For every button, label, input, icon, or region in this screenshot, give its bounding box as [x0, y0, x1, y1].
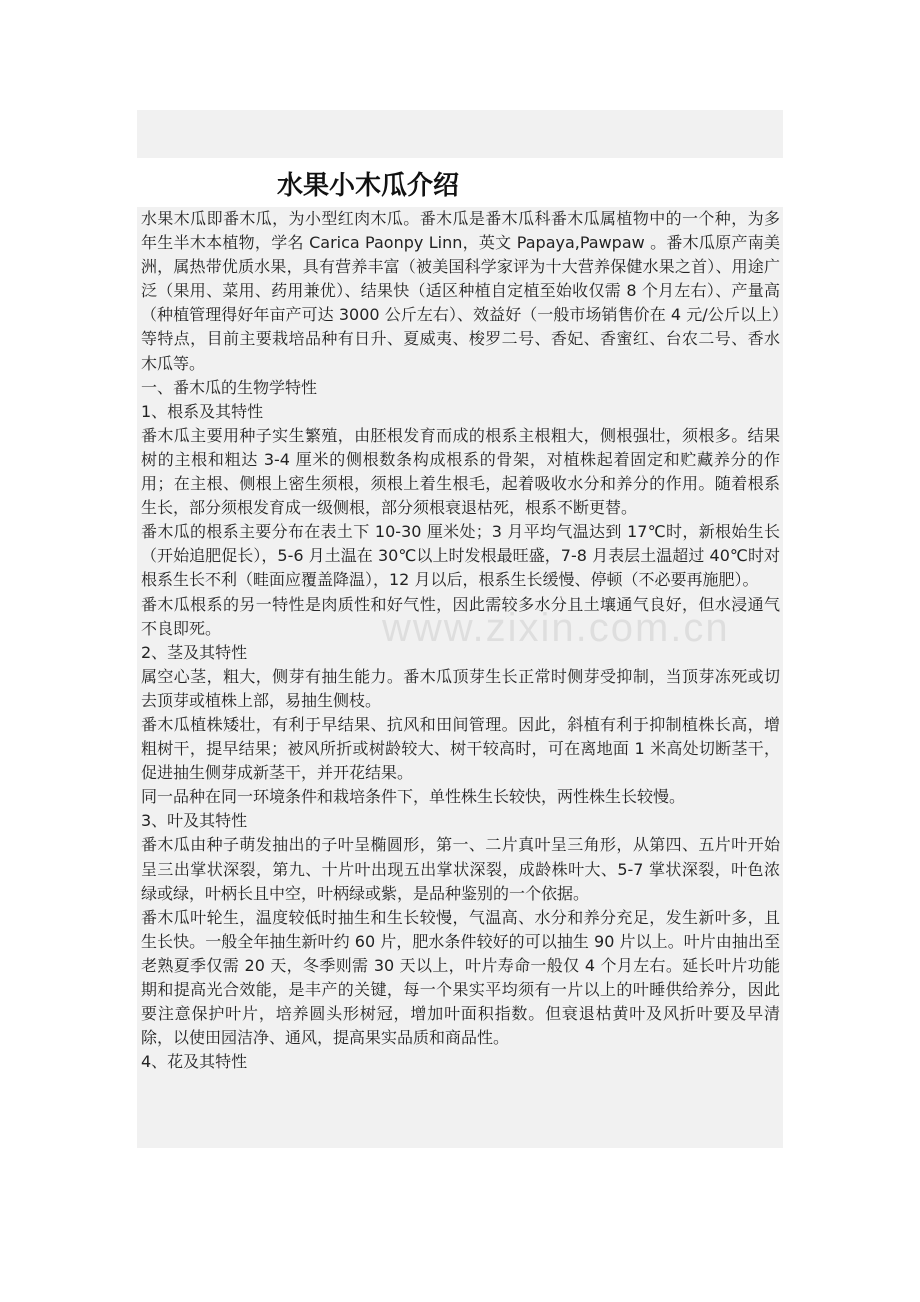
- paragraph: 同一品种在同一环境条件和栽培条件下，单性株生长较快，两性株生长较慢。: [141, 787, 686, 807]
- header-band: [137, 110, 783, 158]
- paragraph: 番木瓜主要用种子实生繁殖，由胚根发育而成的根系主根粗大，侧根强壮，须根多。结果树的主根和粗达 3-4 厘米的侧根数条构成根系的骨架，对植株起着固定和贮藏养分的作用；在主根、侧根上密生须根，须根上着生根毛，起着吸收水分和养分的作用。随着根系生长，部分须根发育成一级侧根，部分须根衰退枯死，根系不断更替。: [141, 425, 780, 518]
- paragraph: 番木瓜根系的另一特性是肉质性和好气性，因此需较多水分且土壤通气良好，但水浸通气不良即死。: [141, 594, 780, 638]
- paragraph: 番木瓜由种子萌发抽出的子叶呈椭圆形，第一、二片真叶呈三角形，从第四、五片叶开始呈三出掌状深裂，第九、十片叶出现五出掌状深裂，成龄株叶大、5-7 掌状深裂，叶色浓绿或绿，叶柄长且中空，叶柄绿或紫，是品种鉴别的一个依据。: [141, 835, 780, 903]
- paragraph: 番木瓜植株矮壮，有利于早结果、抗风和田间管理。因此，斜植有利于抑制植株长高，增粗树干，提早结果；被风所折或树龄较大、树干较高时，可在离地面 1 米高处切断茎干，促进抽生侧芽成新茎干，并开花结果。: [141, 714, 780, 783]
- subsection-heading: 4、花及其特性: [141, 1052, 248, 1072]
- paragraph: 番木瓜叶轮生，温度较低时抽生和生长较慢，气温高、水分和养分充足，发生新叶多，且生长快。一般全年抽生新叶约 60 片，肥水条件较好的可以抽生 90 片以上。叶片由抽出至老熟夏季仅需 20 天，冬季则需 30 天以上，叶片寿命一般仅 4 个月左右。延长叶片功能期和提高光合效能，是丰产的关键，每一个果实平均须有一片以上的叶睡供给养分，因此要注意保护叶片，培养圆头形树冠，增加叶面积指数。但衰退枯黄叶及风折叶要及早清除，以使田园洁净、通风，提高果实品质和商品性。: [141, 907, 780, 1048]
- subsection-heading: 2、茎及其特性: [141, 642, 248, 662]
- paragraph: 属空心茎，粗大，侧芽有抽生能力。番木瓜顶芽生长正常时侧芽受抑制，当顶芽冻死或切去顶芽或植株上部，易抽生侧枝。: [141, 666, 780, 710]
- paragraph: 番木瓜的根系主要分布在表土下 10-30 厘米处；3 月平均气温达到 17℃时，新根始生长（开始追肥促长），5-6 月土温在 30℃以上时发根最旺盛，7-8 月表层土温超过 40℃时对根系生长不利（畦面应覆盖降温），12 月以后，根系生长缓慢、停顿（不必要再施肥）。: [141, 522, 780, 590]
- subsection-heading: 3、叶及其特性: [141, 811, 248, 831]
- document-title: 水果小木瓜介绍: [277, 171, 460, 201]
- paragraph: 水果木瓜即番木瓜，为小型红肉木瓜。番木瓜是番木瓜科番木瓜属植物中的一个种，为多年生半木本植物，学名 Carica Paonpy Linn，英文 Papaya,Pawpaw 。番木瓜原产南美洲，属热带优质水果，具有营养丰富（被美国科学家评为十大营养保健水果之首）、用途广泛（果用、菜用、药用兼优）、结果快（适区种植自定植至始收仅需 8 个月左右）、产量高（种植管理得好年亩产可达 3000 公斤左右）、效益好（一般市场销售价在 4 元/公斤以上）等特点，目前主要栽培品种有日升、夏威夷、梭罗二号、香妃、香蜜红、台农二号、香水木瓜等。: [141, 209, 780, 373]
- subsection-heading: 1、根系及其特性: [141, 401, 264, 421]
- section-heading: 一、番木瓜的生物学特性: [141, 377, 318, 397]
- document-body: [137, 207, 783, 1148]
